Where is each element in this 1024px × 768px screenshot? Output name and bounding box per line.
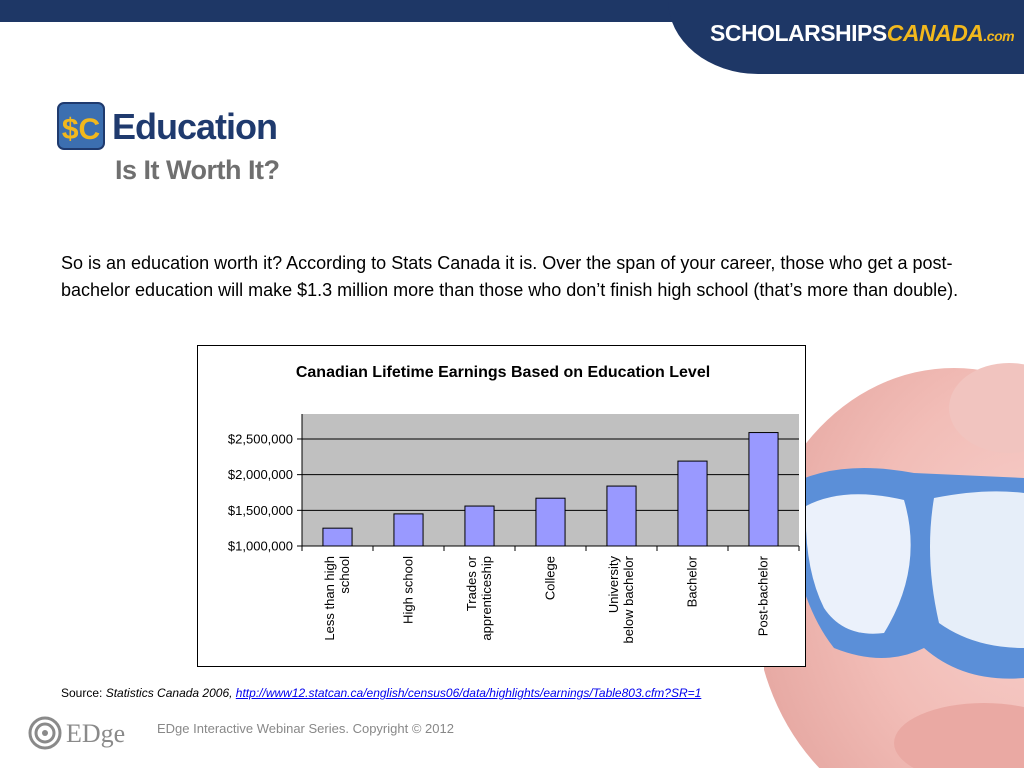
bar [465, 506, 494, 546]
x-category-label: College [542, 556, 558, 601]
earnings-chart [197, 345, 806, 667]
page-title: Education [112, 106, 278, 147]
source-publication: Statistics Canada 2006, [105, 686, 233, 700]
y-tick-label: $2,500,000 [227, 431, 293, 447]
y-tick-label: $1,500,000 [227, 502, 293, 518]
x-category-label: University [606, 556, 621, 614]
y-tick-label: $1,000,000 [227, 538, 293, 554]
sc-logo-icon [57, 102, 105, 150]
source-citation [61, 686, 701, 700]
intro-paragraph: So is an education worth it? According to Stats Canada it is. Over the span of your career, those who get a post-bachelor education will make $1.3 million more than those who don’t finish high school (that’s more than double). [61, 253, 959, 300]
chart-canvas [198, 346, 805, 666]
footer-copyright: EDge Interactive Webinar Series. Copyright © 2012 [157, 721, 454, 736]
edge-logo-text: EDge [66, 719, 126, 748]
source-label: Source: [61, 686, 106, 700]
brand-name-part2: CANADA [886, 20, 984, 46]
x-category-label: Less than high [322, 556, 337, 641]
x-category-label: below bachelor [621, 556, 636, 644]
bar [394, 514, 423, 546]
x-category-label: Trades or [464, 556, 479, 612]
x-category-label: High school [400, 556, 416, 624]
x-category-label: school [337, 556, 352, 594]
bar [678, 461, 707, 546]
bar [749, 433, 778, 546]
bar [323, 528, 352, 546]
chart-title: Canadian Lifetime Earnings Based on Education Level [295, 364, 711, 381]
brand-name-part1: SCHOLARSHIPS [710, 20, 887, 46]
brand-logo [710, 20, 1014, 47]
x-category-label: Bachelor [684, 556, 700, 608]
y-tick-label: $2,000,000 [227, 467, 293, 483]
edge-logo-icon [28, 713, 148, 753]
page-subtitle: Is It Worth It? [115, 155, 280, 185]
x-category-label: Post-bachelor [755, 556, 771, 637]
x-category-label: apprenticeship [479, 556, 494, 641]
bar [607, 486, 636, 546]
source-link[interactable]: http://www12.statcan.ca/english/census06/data/highlights/earnings/Table803.cfm?SR=1 [235, 686, 702, 700]
sc-logo-text: $C [61, 113, 101, 146]
bar [536, 498, 565, 546]
brand-name-part3: .com [983, 28, 1015, 44]
